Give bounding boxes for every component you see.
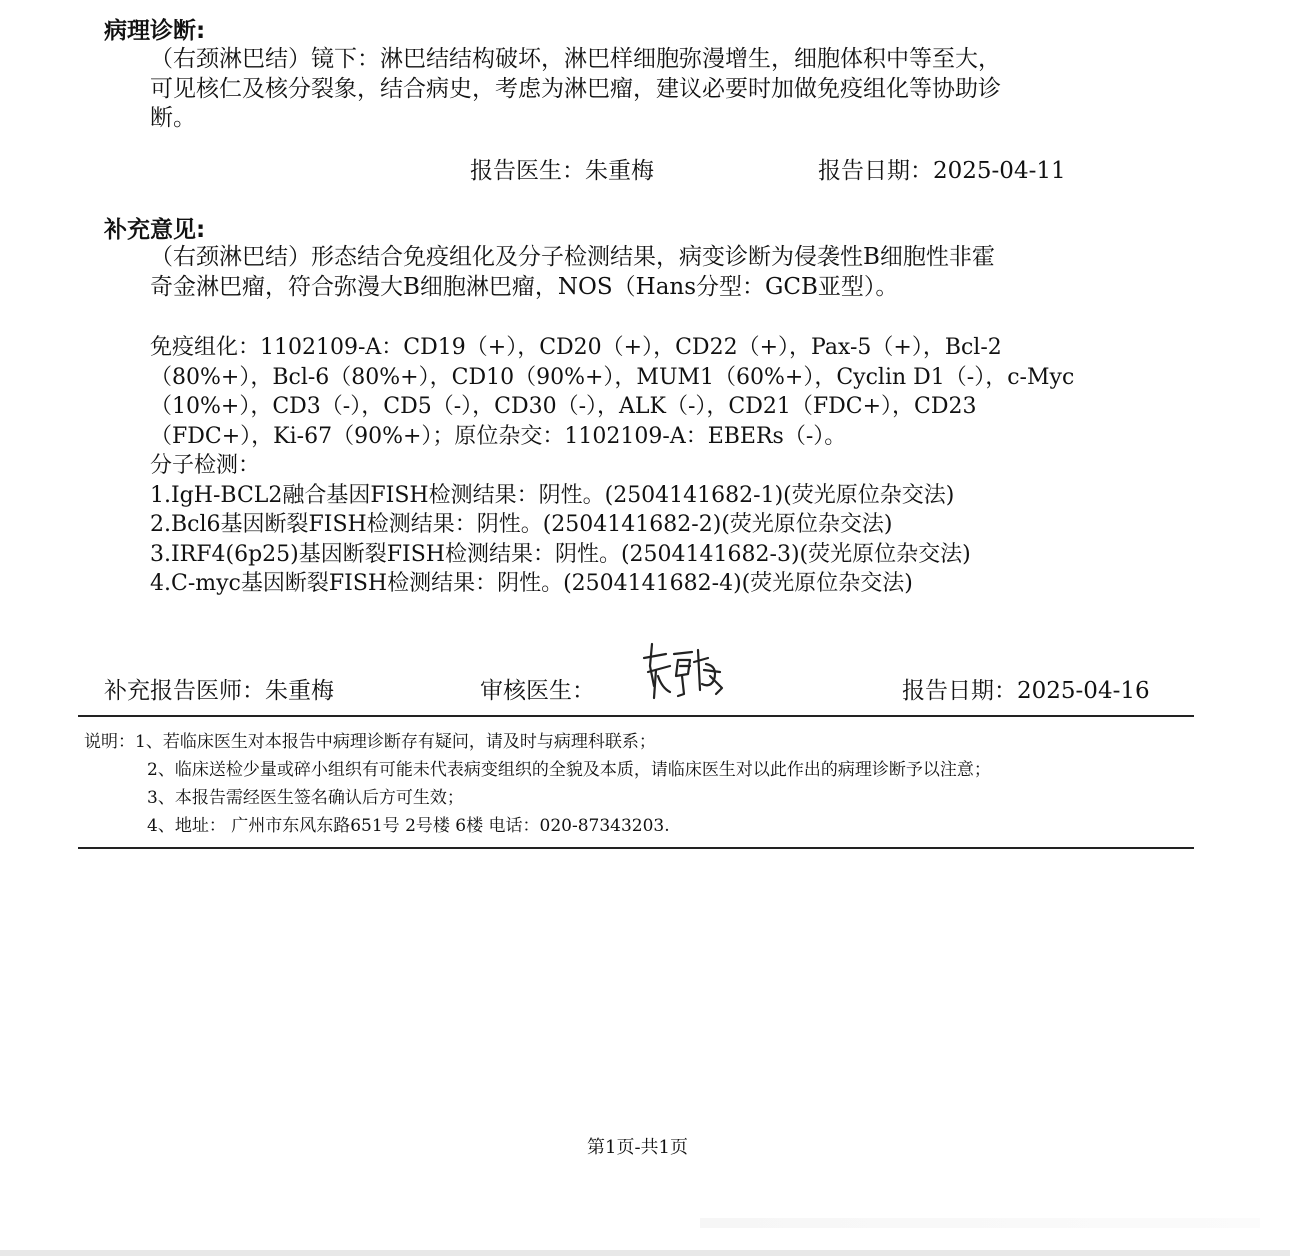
diagnosis-line: （右颈淋巴结）镜下：淋巴结结构破坏，淋巴样细胞弥漫增生，细胞体积中等至大， bbox=[150, 46, 1001, 72]
bottom-divider bbox=[78, 847, 1194, 849]
ihc-line: （FDC+），Ki-67（90%+）；原位杂交：1102109-A：EBERs（-）。 bbox=[150, 423, 847, 449]
ihc-line: 免疫组化：1102109-A：CD19（+），CD20（+），CD22（+），Pax-5（+），Bcl-2 bbox=[150, 335, 1002, 360]
note-line: 2、临床送检少量或碎小组织有可能未代表病变组织的全貌及本质，请临床医生对以此作出的病理诊断予以注意； bbox=[147, 760, 991, 780]
supplement-line: （右颈淋巴结）形态结合免疫组化及分子检测结果，病变诊断为侵袭性B细胞性非霍 bbox=[150, 244, 995, 270]
molecular-item: 2.Bcl6基因断裂FISH检测结果：阴性。(2504141682-2)(荧光原位杂交法) bbox=[150, 512, 893, 537]
diagnosis-text bbox=[150, 45, 1001, 134]
diagnosis-heading: 病理诊断: bbox=[104, 18, 206, 44]
reviewer-label: 审核医生： bbox=[480, 678, 595, 704]
handwritten-signature bbox=[640, 636, 730, 704]
diagnosis-date: 报告日期：2025-04-11 bbox=[818, 158, 1066, 184]
top-divider bbox=[78, 715, 1194, 717]
page-number: 第1页-共1页 bbox=[587, 1137, 688, 1158]
ihc-line: （10%+），CD3（-），CD5（-），CD30（-），ALK（-），CD21（FDC+），CD23 bbox=[150, 394, 977, 419]
supplement-doctor: 补充报告医师：朱重梅 bbox=[104, 678, 334, 704]
ihc-line: （80%+），Bcl-6（80%+），CD10（90%+），MUM1（60%+），Cyclin D1（-），c-Myc bbox=[150, 364, 1075, 390]
supplement-heading: 补充意见: bbox=[104, 217, 206, 243]
note-line: 说明：1、若临床医生对本报告中病理诊断存有疑问，请及时与病理科联系； bbox=[84, 732, 656, 752]
supplement-text bbox=[150, 243, 995, 302]
diagnosis-line: 可见核仁及核分裂象，结合病史，考虑为淋巴瘤，建议必要时加做免疫组化等协助诊 bbox=[150, 75, 1001, 102]
supplement-line: 奇金淋巴瘤，符合弥漫大B细胞淋巴瘤，NOS（Hans分型：GCB亚型）。 bbox=[150, 273, 899, 300]
molecular-item: 1.IgH-BCL2融合基因FISH检测结果：阴性。(2504141682-1)(荧光原位杂交法) bbox=[150, 482, 955, 508]
molecular-item: 3.IRF4(6p25)基因断裂FISH检测结果：阴性。(2504141682-3)(荧光原位杂交法) bbox=[150, 541, 971, 567]
page-edge bbox=[0, 1250, 1290, 1256]
diagnosis-doctor: 报告医生：朱重梅 bbox=[470, 158, 654, 184]
note-line: 4、地址： 广州市东风东路651号 2号楼 6楼 电话：020-87343203. bbox=[147, 816, 670, 836]
report-date: 报告日期：2025-04-16 bbox=[902, 678, 1150, 704]
molecular-item: 4.C-myc基因断裂FISH检测结果：阴性。(2504141682-4)(荧光原位杂交法) bbox=[150, 571, 913, 596]
scan-artifact bbox=[700, 1218, 1260, 1228]
molecular-heading: 分子检测： bbox=[150, 453, 261, 478]
ihc-block bbox=[150, 333, 1074, 599]
note-line: 3、本报告需经医生签名确认后方可生效； bbox=[147, 788, 464, 808]
diagnosis-line: 断。 bbox=[150, 105, 196, 131]
